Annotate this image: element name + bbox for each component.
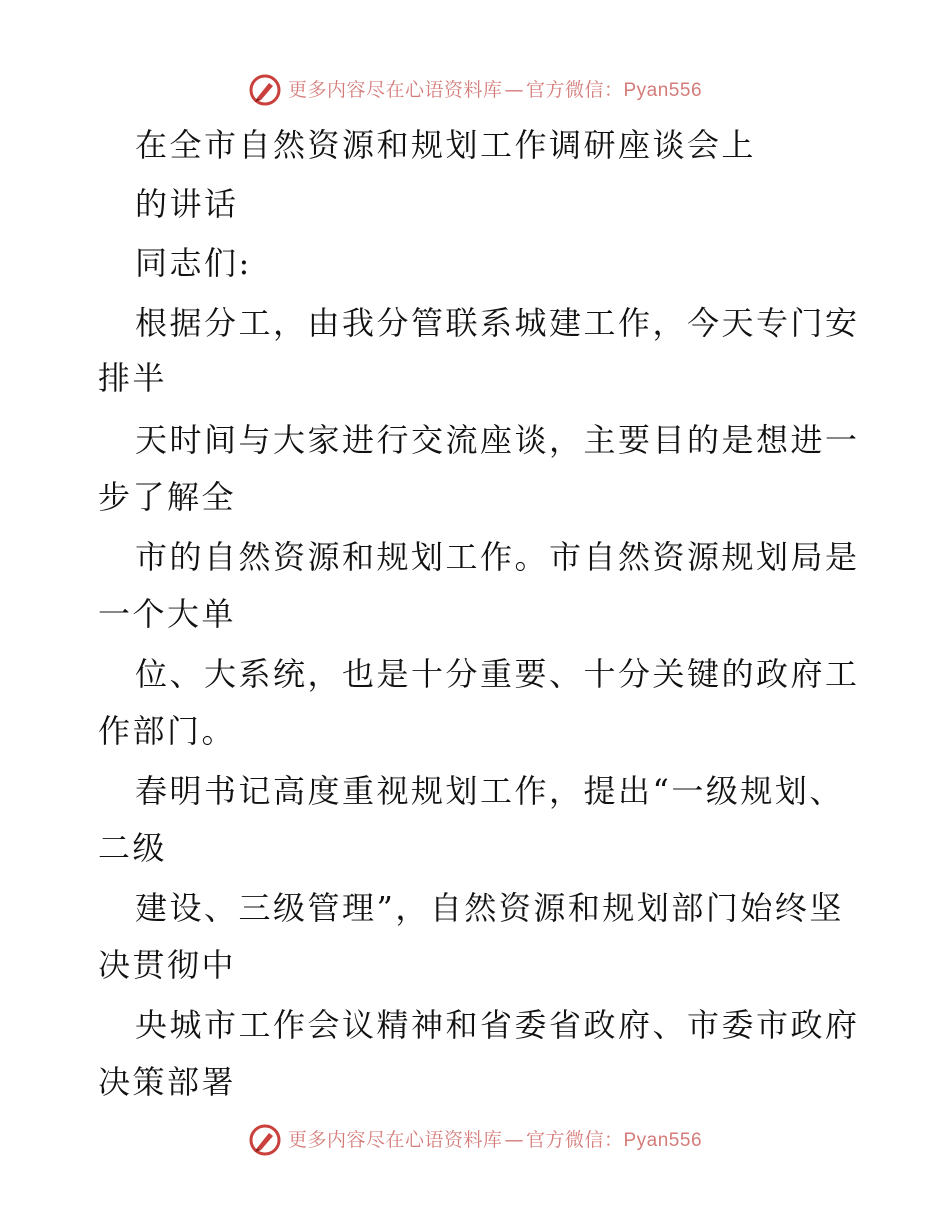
- footer-watermark: [0, 1120, 950, 1160]
- paragraph-line: 春明书记高度重视规划工作，提出“一级规划、: [135, 772, 844, 810]
- paragraph-line: 决策部署: [98, 1063, 237, 1101]
- salutation: 同志们:: [135, 244, 252, 282]
- watermark-text: 更多内容尽在心语资料库: [287, 78, 503, 101]
- paragraph-line: 排半: [98, 359, 168, 397]
- paragraph-line: 作部门。: [98, 712, 237, 750]
- watermark-text: 更多内容尽在心语资料库: [287, 1128, 503, 1151]
- document-title-line-1: 在全市自然资源和规划工作调研座谈会上: [135, 126, 757, 164]
- document-title-line-2: 的讲话: [135, 185, 239, 223]
- paragraph-line: 步了解全: [98, 478, 237, 516]
- paragraph-line: 央城市工作会议精神和省委省政府、市委市政府: [135, 1006, 860, 1044]
- watermark-brand: Pyan556: [623, 1129, 703, 1151]
- paragraph-line: 决贯彻中: [98, 946, 237, 984]
- paragraph-line: 根据分工，由我分管联系城建工作，今天专门安: [135, 304, 860, 342]
- paragraph-line: 二级: [98, 829, 168, 867]
- watermark-separator: —: [504, 1128, 524, 1151]
- paragraph-line: 位、大系统，也是十分重要、十分关键的政府工: [135, 655, 860, 693]
- watermark-brand: Pyan556: [623, 79, 703, 101]
- paragraph-line: 建设、三级管理”，自然资源和规划部门始终坚: [135, 889, 844, 927]
- watermark-suffix: 官方微信：: [525, 78, 624, 101]
- pen-logo-icon: [248, 1123, 282, 1157]
- watermark-separator: —: [504, 78, 524, 101]
- paragraph-line: 一个大单: [98, 595, 237, 633]
- watermark-suffix: 官方微信：: [525, 1128, 624, 1151]
- paragraph-line: 市的自然资源和规划工作。市自然资源规划局是: [135, 538, 860, 576]
- paragraph-line: 天时间与大家进行交流座谈，主要目的是想进一: [135, 421, 860, 459]
